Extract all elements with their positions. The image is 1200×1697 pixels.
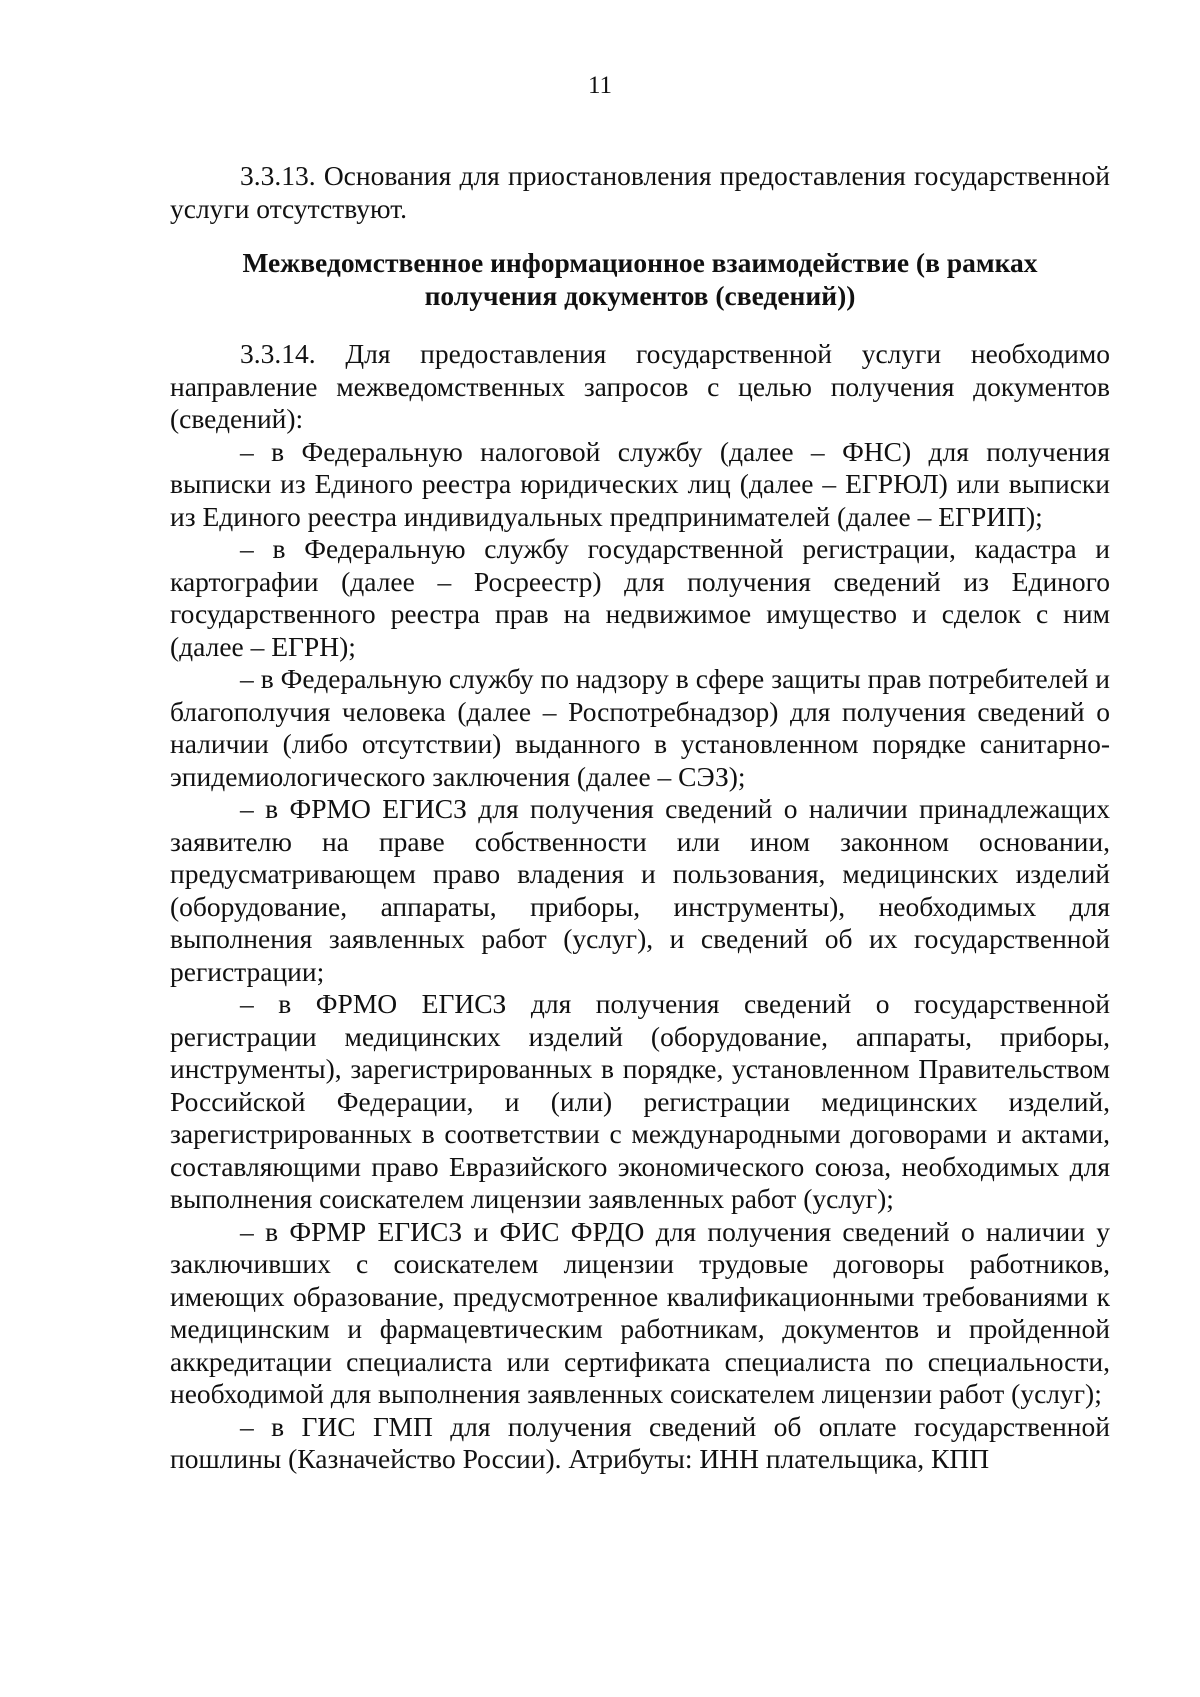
list-item-gis-gmp: – в ГИС ГМП для получения сведений об оплате государственной пошлины (Казначейство России). Атрибуты: ИНН плательщика, КПП: [170, 1410, 1110, 1474]
document-body: [170, 160, 1110, 1476]
section-heading-line-1: Межведомственное информационное взаимодействие (в рамках: [242, 247, 1038, 278]
paragraph-3-3-13: 3.3.13. Основания для приостановления предоставления государственной услуги отсутствуют.: [170, 160, 1110, 224]
paragraph-3-3-14: 3.3.14. Для предоставления государственной услуги необходимо направление межведомственных запросов с целью получения документов (сведений):: [170, 338, 1110, 434]
list-item-frmo-equipment: – в ФРМО ЕГИСЗ для получения сведений о наличии принадлежащих заявителю на праве собственности или ином законном основании, предусматривающем право владения и пользования, медицинских изделий (оборудование, аппараты, приборы, инструменты), необходимых для выполнения заявленных работ (услуг), и сведений об их государственной регистрации;: [170, 793, 1110, 987]
page-number: 11: [587, 72, 613, 99]
section-heading: [170, 247, 1110, 312]
list-item-rosreestr: – в Федеральную службу государственной регистрации, кадастра и картографии (далее – Росреестр) для получения сведений из Единого государственного реестра прав на недвижимое имущество и сделок с ним (далее – ЕГРН);: [170, 533, 1110, 662]
list-item-frmo-registration: – в ФРМО ЕГИСЗ для получения сведений о государственной регистрации медицинских изделий (оборудование, аппараты, приборы, инструменты), зарегистрированных в порядке, установленном Правительством Российской Федерации, и (или) регистрации медицинских изделий, зарегистрированных в соответствии с международными договорами и актами, составляющими право Евразийского экономического союза, необходимых для выполнения соискателем лицензии заявленных работ (услуг);: [170, 988, 1110, 1214]
list-item-rospotrebnadzor: – в Федеральную службу по надзору в сфере защиты прав потребителей и благополучия человека (далее – Роспотребнадзор) для получения сведений о наличии (либо отсутствии) выданного в установленном порядке санитарно-эпидемиологического заключения (далее – СЭЗ);: [170, 663, 1110, 792]
list-item-frmr-frdo: – в ФРМР ЕГИСЗ и ФИС ФРДО для получения сведений о наличии у заключивших с соискателем лицензии трудовые договоры работников, имеющих образование, предусмотренное квалификационными требованиями к медицинским и фармацевтическим работникам, документов и пройденной аккредитации специалиста или сертификата специалиста по специальности, необходимой для выполнения заявленных соискателем лицензии работ (услуг);: [170, 1215, 1110, 1409]
list-item-fns: – в Федеральную налоговой службу (далее – ФНС) для получения выписки из Единого реестра юридических лиц (далее – ЕГРЮЛ) или выписки из Единого реестра индивидуальных предпринимателей (далее – ЕГРИП);: [170, 435, 1110, 532]
section-heading-line-2: получения документов (сведений)): [424, 279, 856, 311]
